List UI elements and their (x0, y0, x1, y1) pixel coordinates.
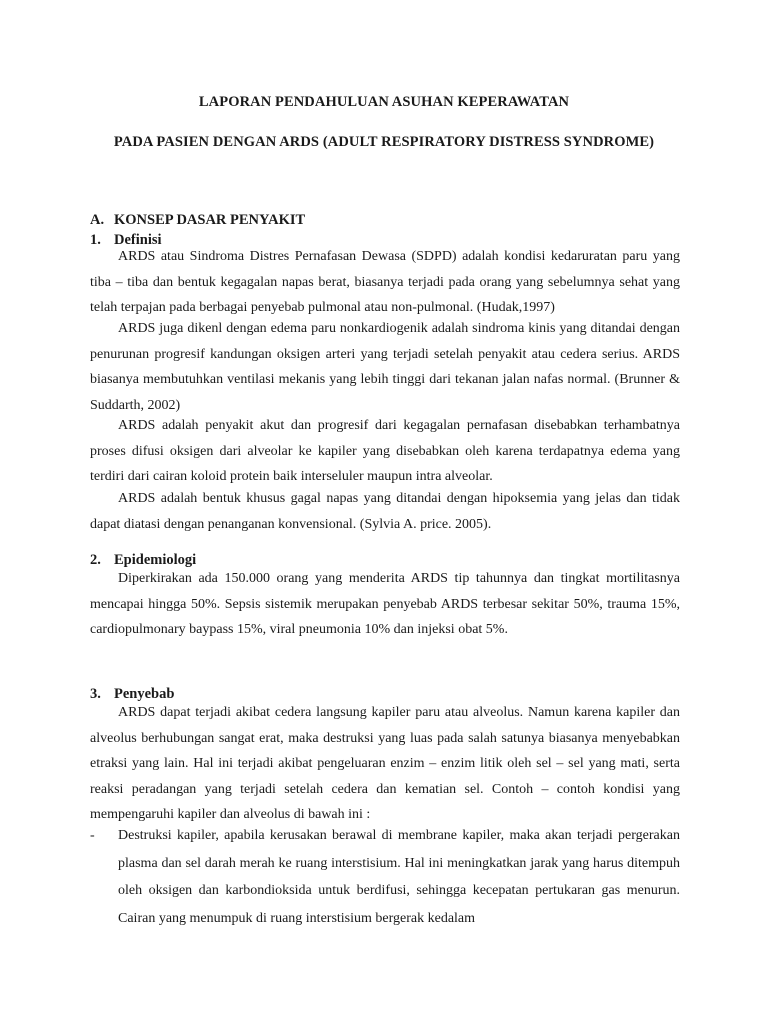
epidemiologi-number: 2. (90, 552, 101, 568)
penyebab-number: 3. (90, 686, 101, 702)
section-a-number: A. (90, 212, 105, 228)
penyebab-title: Penyebab (114, 686, 175, 702)
definisi-paragraph-2: ARDS juga dikenl dengan edema paru nonkardiogenik adalah sindroma kinis yang ditandai dengan penurunan progresif kandungan oksigen arteri yang terjadi setelah penyakit atau cedera serius. ARDS biasanya membutuhkan ventilasi mekanis yang lebih tinggi dari tekanan jalan nafas normal. (Brunner & Suddarth, 2002) (90, 321, 680, 413)
epidemiologi-title: Epidemiologi (114, 552, 197, 568)
definisi-number: 1. (90, 232, 101, 248)
bullet-text: Destruksi kapiler, apabila kerusakan berawal di membrane kapiler, maka akan terjadi pergerakan plasma dan sel darah merah ke ruang interstisium. Hal ini meningkatkan jarak yang harus ditempuh oleh oksigen dan karbondioksida untuk berdifusi, sehingga kecepatan pertukaran gas menurun. Cairan yang menumpuk di ruang interstisium bergerak kedalam (118, 828, 680, 926)
document-title: LAPORAN PENDAHULUAN ASUHAN KEPERAWATAN (198, 94, 570, 110)
document-subtitle: PADA PASIEN DENGAN ARDS (ADULT RESPIRATORY DISTRESS SYNDROME) (113, 134, 655, 150)
definisi-title: Definisi (114, 232, 162, 248)
bullet-dash: - (90, 828, 95, 843)
list-item (90, 822, 680, 932)
section-a-heading (90, 212, 690, 229)
definisi-paragraph-4: ARDS adalah bentuk khusus gagal napas yang ditandai dengan hipoksemia yang jelas dan tidak dapat diatasi dengan penanganan konvensional. (Sylvia A. price. 2005). (90, 491, 680, 532)
section-a-title: KONSEP DASAR PENYAKIT (114, 212, 306, 228)
definisi-paragraph-1: ARDS atau Sindroma Distres Pernafasan Dewasa (SDPD) adalah kondisi kedaruratan paru yang tiba – tiba dan bentuk kegagalan napas berat, biasanya terjadi pada orang yang sebelumnya sehat yang telah terpajan pada berbagai penyebab pulmonal atau non-pulmonal. (Hudak,1997) (90, 249, 680, 315)
penyebab-paragraph-1: ARDS dapat terjadi akibat cedera langsung kapiler paru atau alveolus. Namun karena kapiler dan alveolus berhubungan sangat erat, maka destruksi yang luas pada salah satunya biasanya menyebabkan etraksi yang lain. Hal ini terjadi akibat pengeluaran enzim – enzim litik oleh sel – sel yang mati, serta reaksi peradangan yang terjadi setelah cedera dan kematian sel. Contoh – contoh kondisi yang mempengaruhi kapiler dan alveolus di bawah ini : (90, 705, 680, 822)
epidemiologi-paragraph-1: Diperkirakan ada 150.000 orang yang menderita ARDS tip tahunnya dan tingkat mortilitasnya mencapai hingga 50%. Sepsis sistemik merupakan penyebab ARDS terbesar sekitar 50%, trauma 15%, cardiopulmonary baypass 15%, viral pneumonia 10% dan injeksi obat 5%. (90, 571, 680, 637)
definisi-paragraph-3: ARDS adalah penyakit akut dan progresif dari kegagalan pernafasan disebabkan terhambatnya proses difusi oksigen dari alveolar ke kapiler yang disebabkan oleh karena terdapatnya edema yang terdiri dari cairan koloid protein baik interseluler maupun intra alveolar. (90, 418, 680, 484)
